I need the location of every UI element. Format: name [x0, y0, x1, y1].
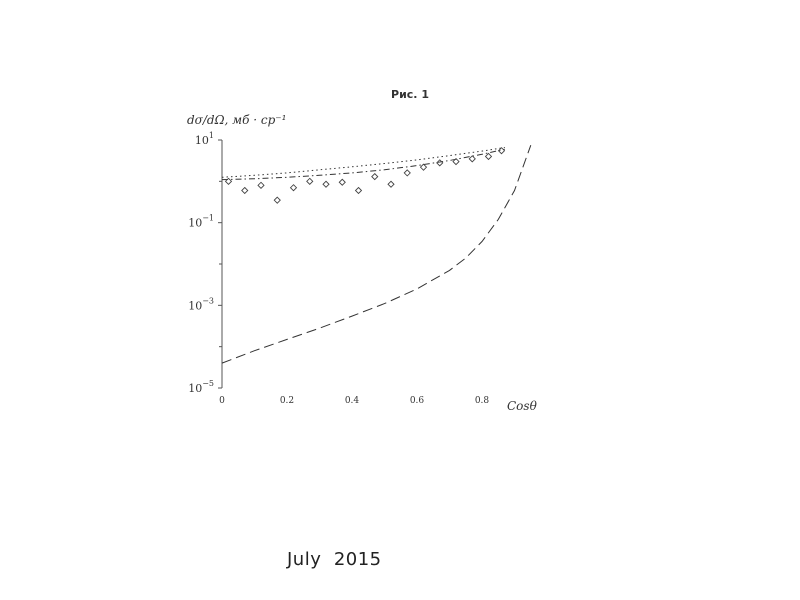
- y-tick-label: $10^{-5}$: [188, 379, 214, 395]
- series-diamond-point: [421, 164, 427, 170]
- y-tick-label: $10^{-3}$: [188, 296, 214, 313]
- series-diamond-point: [258, 182, 264, 188]
- series-diamond-point: [242, 188, 248, 194]
- series-diamond-point: [388, 181, 394, 187]
- plot-area: [222, 145, 531, 363]
- y-axis-label: dσ/dΩ, мб · ср⁻¹: [187, 113, 287, 127]
- y-tick-label: $10^1$: [194, 131, 214, 147]
- x-axis-label: Cosθ: [507, 399, 537, 413]
- series-diamond-point: [404, 170, 410, 176]
- x-tick-label: 0.4: [344, 396, 360, 406]
- x-tick-label: 0: [219, 396, 225, 406]
- x-tick-label: 0.2: [279, 396, 295, 406]
- series-diamond-point: [323, 181, 329, 187]
- x-tick-label: 0.6: [409, 396, 425, 406]
- x-tick-label: 0.8: [474, 396, 490, 406]
- series-dash-dot-line: [222, 149, 505, 179]
- series-dotted-line: [222, 148, 505, 178]
- series-diamond-point: [339, 179, 345, 185]
- y-tick-label: $10^{-1}$: [188, 213, 214, 230]
- series-diamond-point: [291, 185, 297, 191]
- series-diamond-point: [372, 174, 378, 180]
- series-diamond-point: [307, 178, 313, 184]
- footer-date: July 2015: [287, 549, 382, 570]
- series-diamond-point: [274, 197, 280, 203]
- series-diamond-point: [469, 156, 475, 162]
- series-diamond-point: [486, 153, 492, 159]
- x-axis-ticks: [219, 396, 489, 406]
- series-diamond-point: [356, 188, 362, 194]
- chart-title: Рис. 1: [391, 88, 429, 101]
- y-axis-ticks: [188, 131, 222, 395]
